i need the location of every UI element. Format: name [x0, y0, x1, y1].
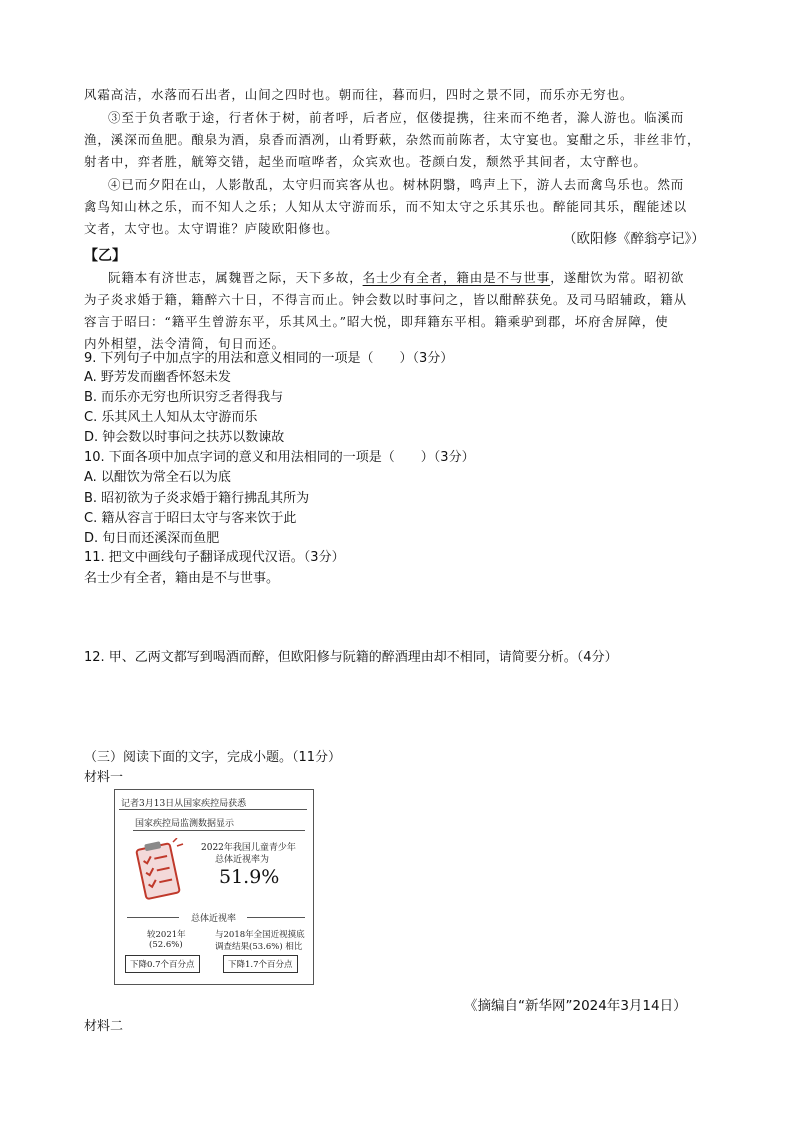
passage-jia-line: 射者中，弈者胜，觥筹交错，起坐而喧哗者，众宾欢也。苍颜白发，颓然乎其间者，太守醉也。: [84, 154, 647, 169]
left-compare-line-1: 较2021年: [147, 930, 186, 940]
passage-jia-source: （欧阳修《醉翁亭记》）: [563, 231, 705, 247]
passage-jia-line: 风霜高洁，水落而石出者，山间之四时也。朝而往，暮而归，四时之景不同，而乐亦无穷也。: [84, 87, 634, 102]
question-9-option-b: B. 而乐亦无穷也所识穷乏者得我与: [84, 390, 284, 405]
passage-yi-line: [108, 268, 684, 286]
myopia-infographic: [114, 789, 314, 985]
infographic-subheader: 国家疾控局监测数据显示: [135, 819, 235, 829]
underlined-sentence: 名士少有全者，籍由是不与世事: [362, 270, 551, 285]
right-compare-line-1: 与2018年全国近视摸底: [215, 930, 305, 940]
question-10-option-c: C. 籍从容言于昭曰太守与客来饮于此: [84, 511, 297, 526]
year-line-2: 总体近视率为: [215, 855, 270, 865]
material-1-source: 《摘编自“新华网”2024年3月14日）: [464, 998, 687, 1014]
question-11-sentence: 名士少有全者，籍由是不与世事。: [84, 571, 280, 586]
question-9-option-c: C. 乐其风土人知从太守游而乐: [84, 410, 258, 425]
question-9: 9. 下列句子中加点字的用法和意义相同的一项是（ ）（3分）: [84, 351, 454, 366]
question-10: 10. 下面各项中加点字词的意义和用法相同的一项是（ ）（3分）: [84, 450, 475, 465]
passage-yi-text: ，遂酣饮为常。昭初欲: [550, 270, 685, 285]
right-decrease-badge: 下降1.7个百分点: [223, 955, 298, 973]
left-compare-line-2: (52.6%): [149, 940, 183, 950]
year-line-1: 2022年我国儿童青少年: [201, 843, 296, 853]
left-decrease-badge: 下降0.7个百分点: [125, 955, 200, 973]
header-divider: [119, 809, 307, 810]
divider-right: [247, 917, 305, 918]
question-12: 12. 甲、乙两文都写到喝酒而醉，但欧阳修与阮籍的醉酒理由却不相同，请简要分析。（4分）: [84, 650, 618, 665]
myopia-rate: 51.9%: [219, 866, 280, 888]
question-10-option-a: A. 以酣饮为常全石以为底: [84, 470, 231, 485]
question-11: 11. 把文中画线句子翻译成现代汉语。（3分）: [84, 550, 345, 565]
passage-yi-line: 为子炎求婚于籍，籍醉六十日，不得言而止。钟会数以时事问之，皆以酣醉获免。及司马昭辅政，籍从: [84, 292, 688, 307]
clipboard-checklist-icon: [133, 838, 185, 904]
passage-jia-line: 禽鸟知山林之乐，而不知人之乐；人知从太守游而乐，而不知太守之乐其乐也。醉能同其乐，醒能述以: [84, 199, 688, 214]
divider-left: [127, 917, 179, 918]
question-10-option-d: D. 旬日而还溪深而鱼肥: [84, 531, 220, 546]
passage-jia-line: 渔，溪深而鱼肥。酿泉为酒，泉香而酒冽，山肴野蔌，杂然而前陈者，太守宴也。宴酣之乐，非丝非竹，: [84, 132, 701, 147]
passage-yi-line: 内外相望，法令清简，旬日而还。: [84, 336, 286, 351]
question-9-option-d: D. 钟会数以时事问之扶苏以数谏故: [84, 430, 285, 445]
section-3-heading: （三）阅读下面的文字，完成小题。（11分）: [84, 750, 342, 765]
passage-jia-line: 文者，太守也。太守谓谁？庐陵欧阳修也。: [84, 221, 339, 236]
passage-jia-line: ④已而夕阳在山，人影散乱，太守归而宾客从也。树林阴翳，鸣声上下，游人去而禽鸟乐也。然而: [108, 177, 685, 192]
question-10-option-b: B. 昭初欲为子炎求婚于籍行拂乱其所为: [84, 491, 310, 506]
passage-yi-line: 容言于昭曰：“籍平生曾游东平，乐其风土。”昭大悦，即拜籍东平相。籍乘驴到郡，坏府舍屏障，使: [84, 314, 669, 329]
material-1-label: 材料一: [84, 770, 124, 785]
infographic-header: 记者3月13日从国家疾控局获悉: [121, 799, 247, 809]
passage-jia-line: ③至于负者歌于途，行者休于树，前者呼，后者应，伛偻提携，往来而不绝者，滁人游也。临溪而: [108, 110, 685, 125]
subheader-divider: [133, 830, 305, 831]
right-compare-line-2: 调查结果(53.6%) 相比: [215, 942, 303, 952]
divider-label: 总体近视率: [191, 914, 237, 924]
material-2-label: 材料二: [84, 1019, 124, 1034]
passage-yi-label: 【乙】: [84, 248, 126, 264]
passage-yi-text: 阮籍本有济世志，属魏晋之际，天下多故，: [108, 270, 363, 285]
question-9-option-a: A. 野芳发而幽香怀怒未发: [84, 370, 231, 385]
